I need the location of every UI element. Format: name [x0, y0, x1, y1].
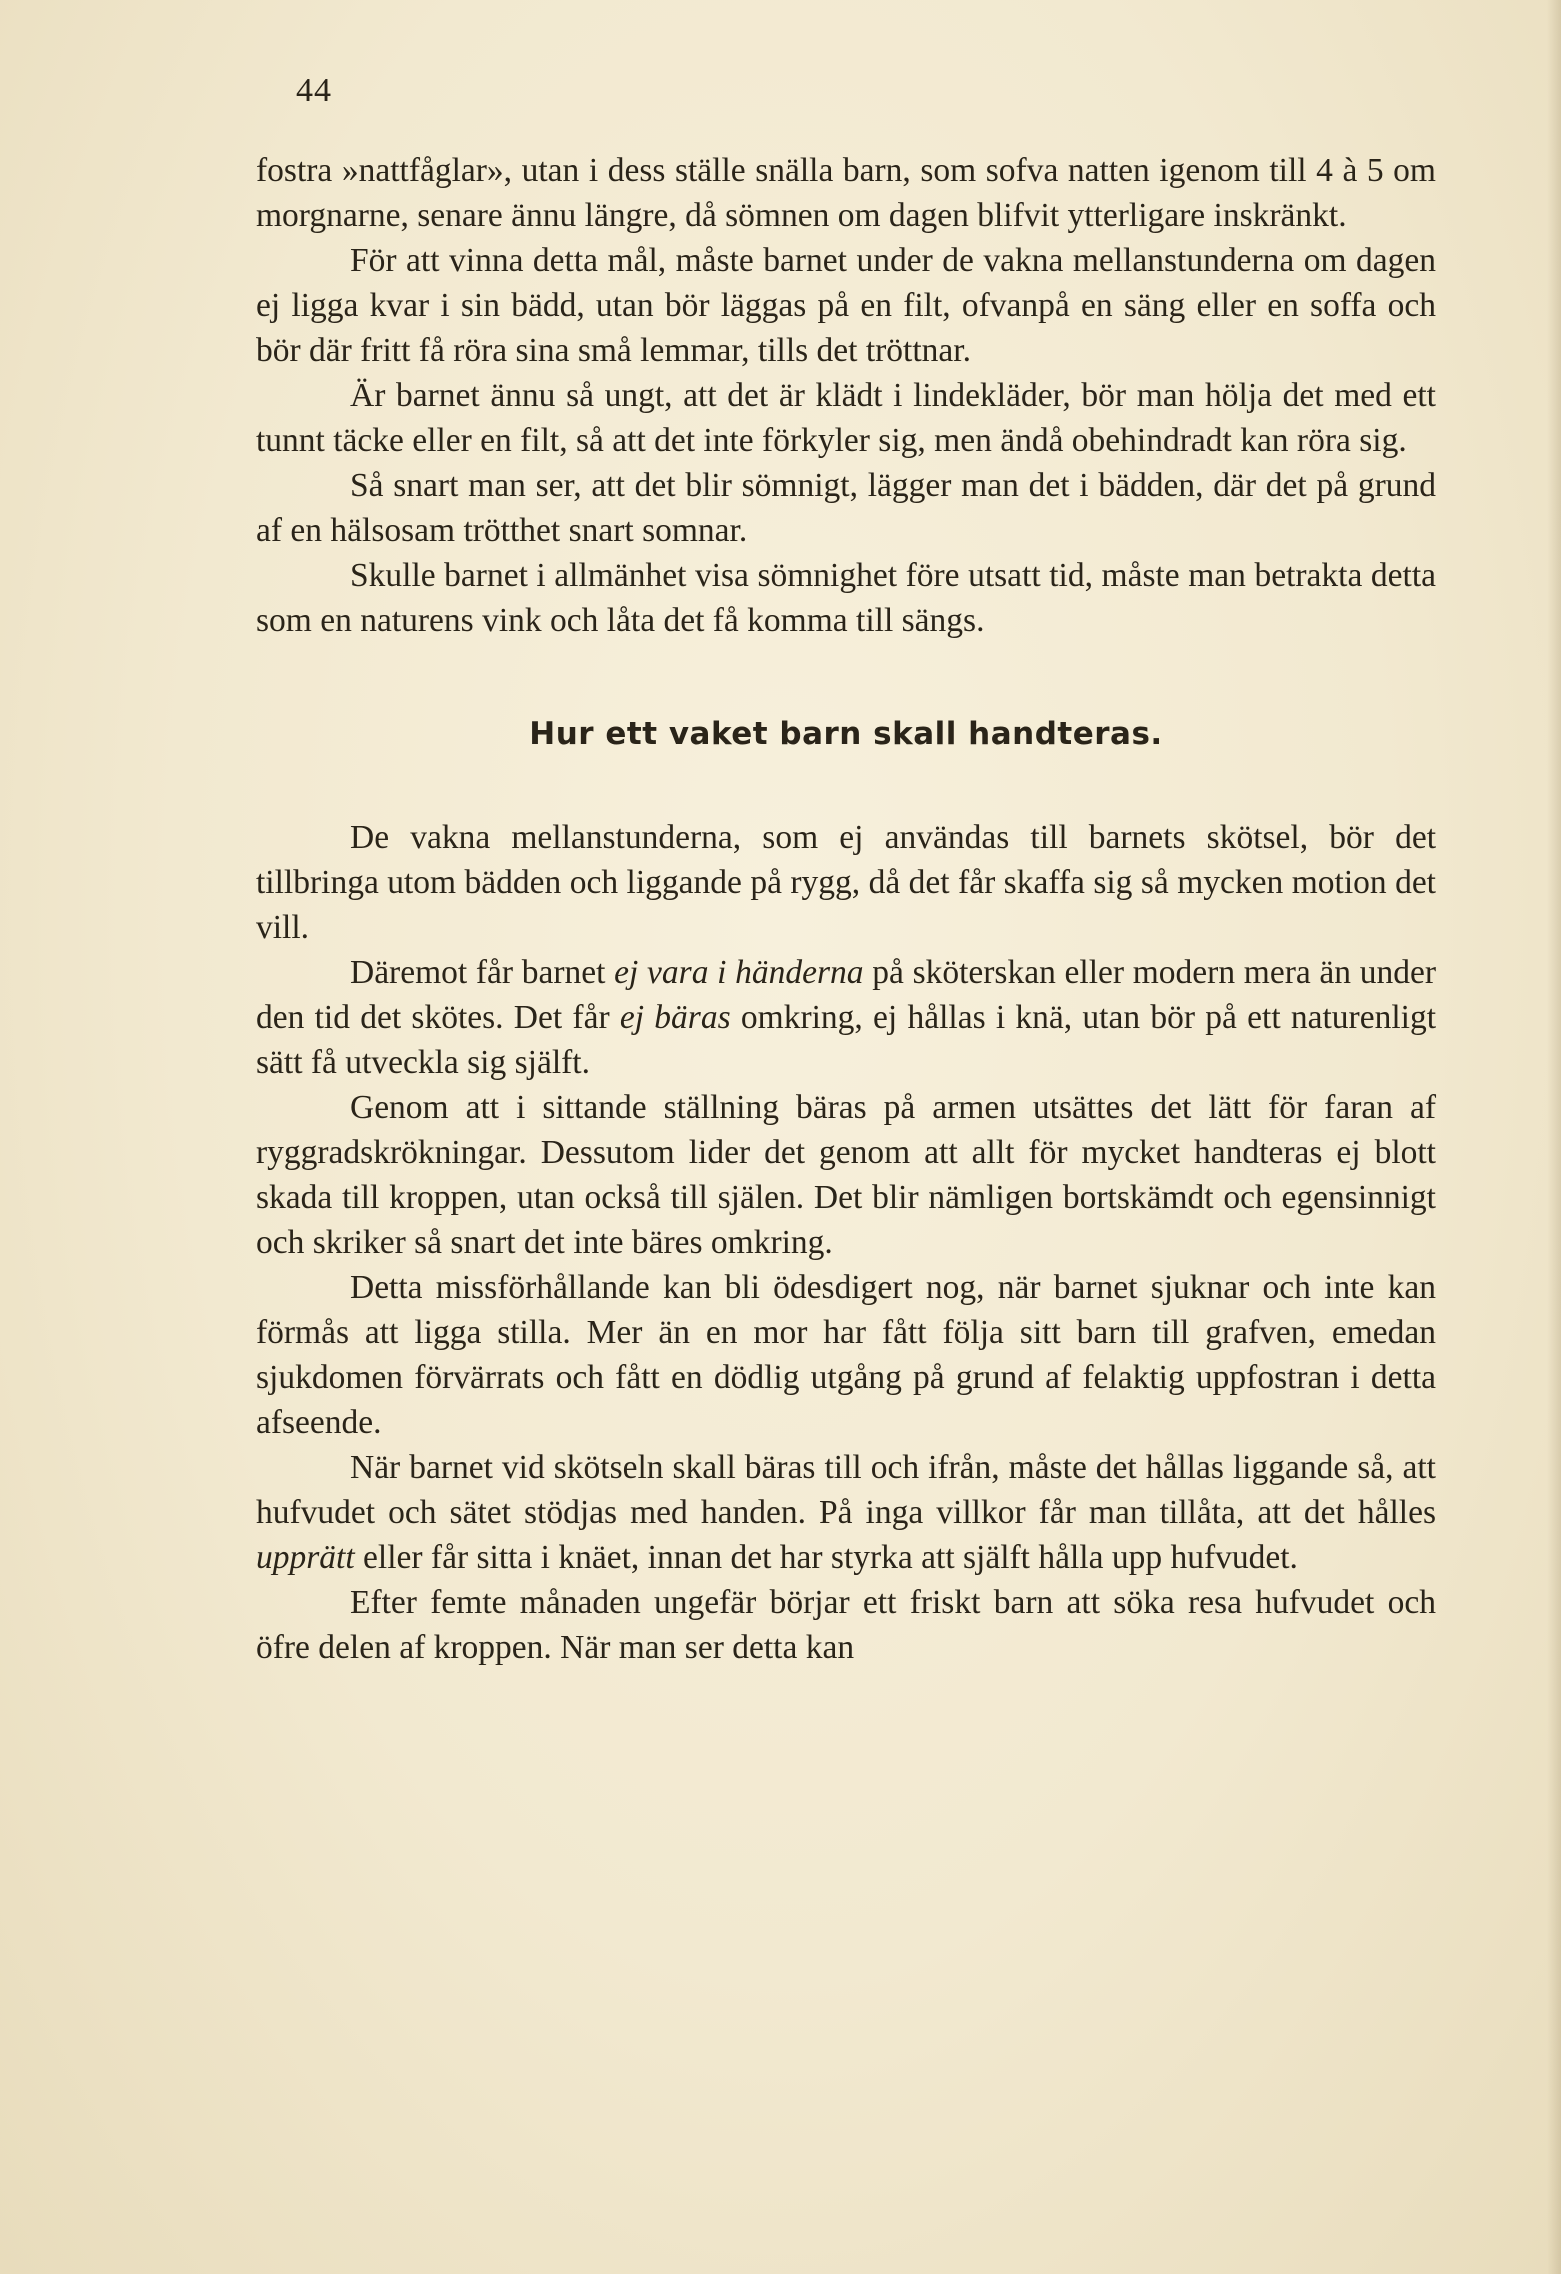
page-number: 44: [296, 72, 332, 109]
paragraph-text: omkring, ej hållas i knä, utan bör på ett naturenligt sätt få utveckla sig själft.: [256, 999, 1437, 1081]
body-text: [256, 148, 1436, 1670]
emphasis-text: upprätt: [256, 1539, 355, 1576]
paragraph: Detta missförhållande kan bli ödesdigert nog, när barnet sjuknar och inte kan förmås att ligga stilla. Mer än en mor har fått följa sitt barn till grafven, emedan sjukdomen förvärrats och fått en dödlig utgång på grund af felaktig uppfostran i detta afseende.: [256, 1269, 1436, 1441]
paragraph: Så snart man ser, att det blir sömnigt, lägger man det i bädden, där det på grund af en hälsosam trötthet snart somnar.: [256, 467, 1436, 549]
paragraph-text: eller får sitta i knäet, innan det har styrka att själft hålla upp hufvudet.: [354, 1539, 1298, 1576]
paragraph: Skulle barnet i allmänhet visa sömnighet före utsatt tid, måste man betrakta detta som en naturens vink och låta det få komma till sängs.: [256, 557, 1436, 639]
paragraph-text: När barnet vid skötseln skall bäras till och ifrån, måste det hållas liggande så, att hufvudet och sätet stödjas med handen. På inga villkor får man tillåta, att det hålles: [256, 1449, 1436, 1531]
emphasis-text: ej bäras: [619, 999, 731, 1036]
emphasis-text: ej vara i händerna: [614, 954, 864, 991]
paragraph: [256, 1445, 1436, 1580]
paragraph: Genom att i sittande ställning bäras på armen utsättes det lätt för faran af ryggradskrökningar. Dessutom lider det genom att allt för mycket handteras ej blott skada till kroppen, utan också till själen. Det blir nämligen bortskämdt och egensinnigt och skriker så snart det inte bäres omkring.: [256, 1089, 1436, 1261]
paragraph-text: på sköterskan eller modern mera än under den tid det skötes. Det får: [256, 954, 1436, 1036]
paragraph-text: Däremot får barnet: [350, 954, 615, 991]
paragraph: [256, 950, 1436, 1085]
paragraph: fostra »nattfåglar», utan i dess ställe snälla barn, som sofva natten igenom till 4 à 5 om morgnarne, senare ännu längre, då sömnen om dagen blifvit ytterligare inskränkt.: [256, 152, 1436, 234]
paragraph: För att vinna detta mål, måste barnet under de vakna mellanstunderna om dagen ej ligga kvar i sin bädd, utan bör läggas på en filt, ofvanpå en säng eller en soffa och bör där fritt få röra sina små lemmar, tills det tröttnar.: [256, 242, 1436, 369]
paragraph: Är barnet ännu så ungt, att det är klädt i lindekläder, bör man hölja det med ett tunnt täcke eller en filt, så att det inte förkyler sig, men ändå obehindradt kan röra sig.: [256, 377, 1436, 459]
page-edge-shadow: [1547, 0, 1561, 2274]
section-heading: Hur ett vaket barn skall handteras.: [529, 716, 1163, 752]
paragraph: De vakna mellanstunderna, som ej användas till barnets skötsel, bör det tillbringa utom bädden och liggande på rygg, då det får skaffa sig så mycken motion det vill.: [256, 819, 1436, 946]
paragraph: Efter femte månaden ungefär börjar ett friskt barn att söka resa hufvudet och öfre delen af kroppen. När man ser detta kan: [256, 1584, 1436, 1666]
